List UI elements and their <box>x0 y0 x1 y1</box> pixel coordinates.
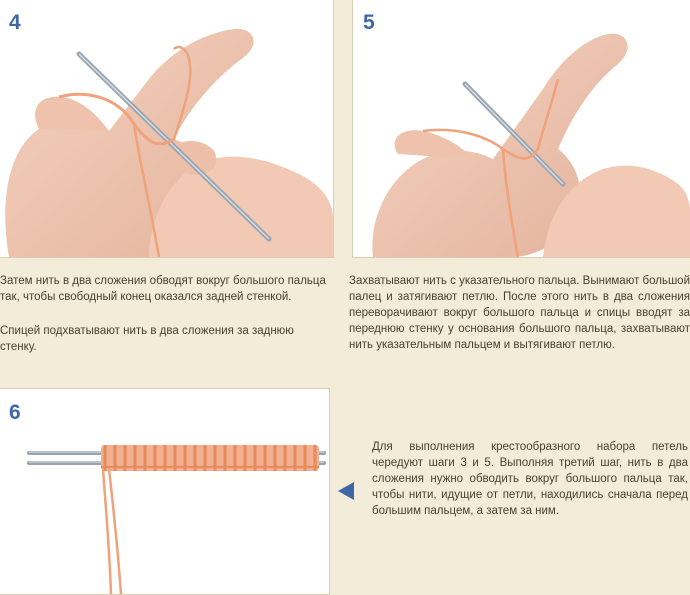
step-5-instruction: Захватывают нить с указательного пальца. Вынимают большой палец и затягивают петлю. После этого нить в два сложения переворачивают вокруг большого пальца и спицы вводят за переднюю стенку у основания большого пальца, захватывают нить указательным пальцем и вытягивают петлю. <box>349 275 690 351</box>
hand-knitting-photo-step-5 <box>353 0 690 257</box>
step-4-instruction-2: Спицей подхватывают нить в два сложения за заднюю стенку. <box>0 325 294 353</box>
step-number-6: 6 <box>9 401 21 424</box>
step-number-5: 5 <box>363 11 375 34</box>
step-number-4: 4 <box>9 11 21 34</box>
step-6-instruction: Для выполнения крестообразного набора петель чередуют шаги 3 и 5. Выполняя третий шаг, нить в два сложения нужно обводить вокруг большого пальца так, чтобы нити, идущие от петли, находились сначала перед большим пальцем, а затем за ним. <box>372 441 688 517</box>
step-4-photo-panel <box>0 0 334 258</box>
step-6-photo-panel <box>0 388 330 595</box>
hand-knitting-photo-step-4 <box>0 0 333 257</box>
left-pointing-triangle-icon <box>338 482 354 500</box>
step-5-photo-panel <box>352 0 690 258</box>
cast-on-stitches-photo-step-6 <box>0 389 329 594</box>
step-4-instruction-1: Затем нить в два сложения обводят вокруг большого пальца так, чтобы свободный конец оказался задней стенкой. <box>0 275 326 303</box>
